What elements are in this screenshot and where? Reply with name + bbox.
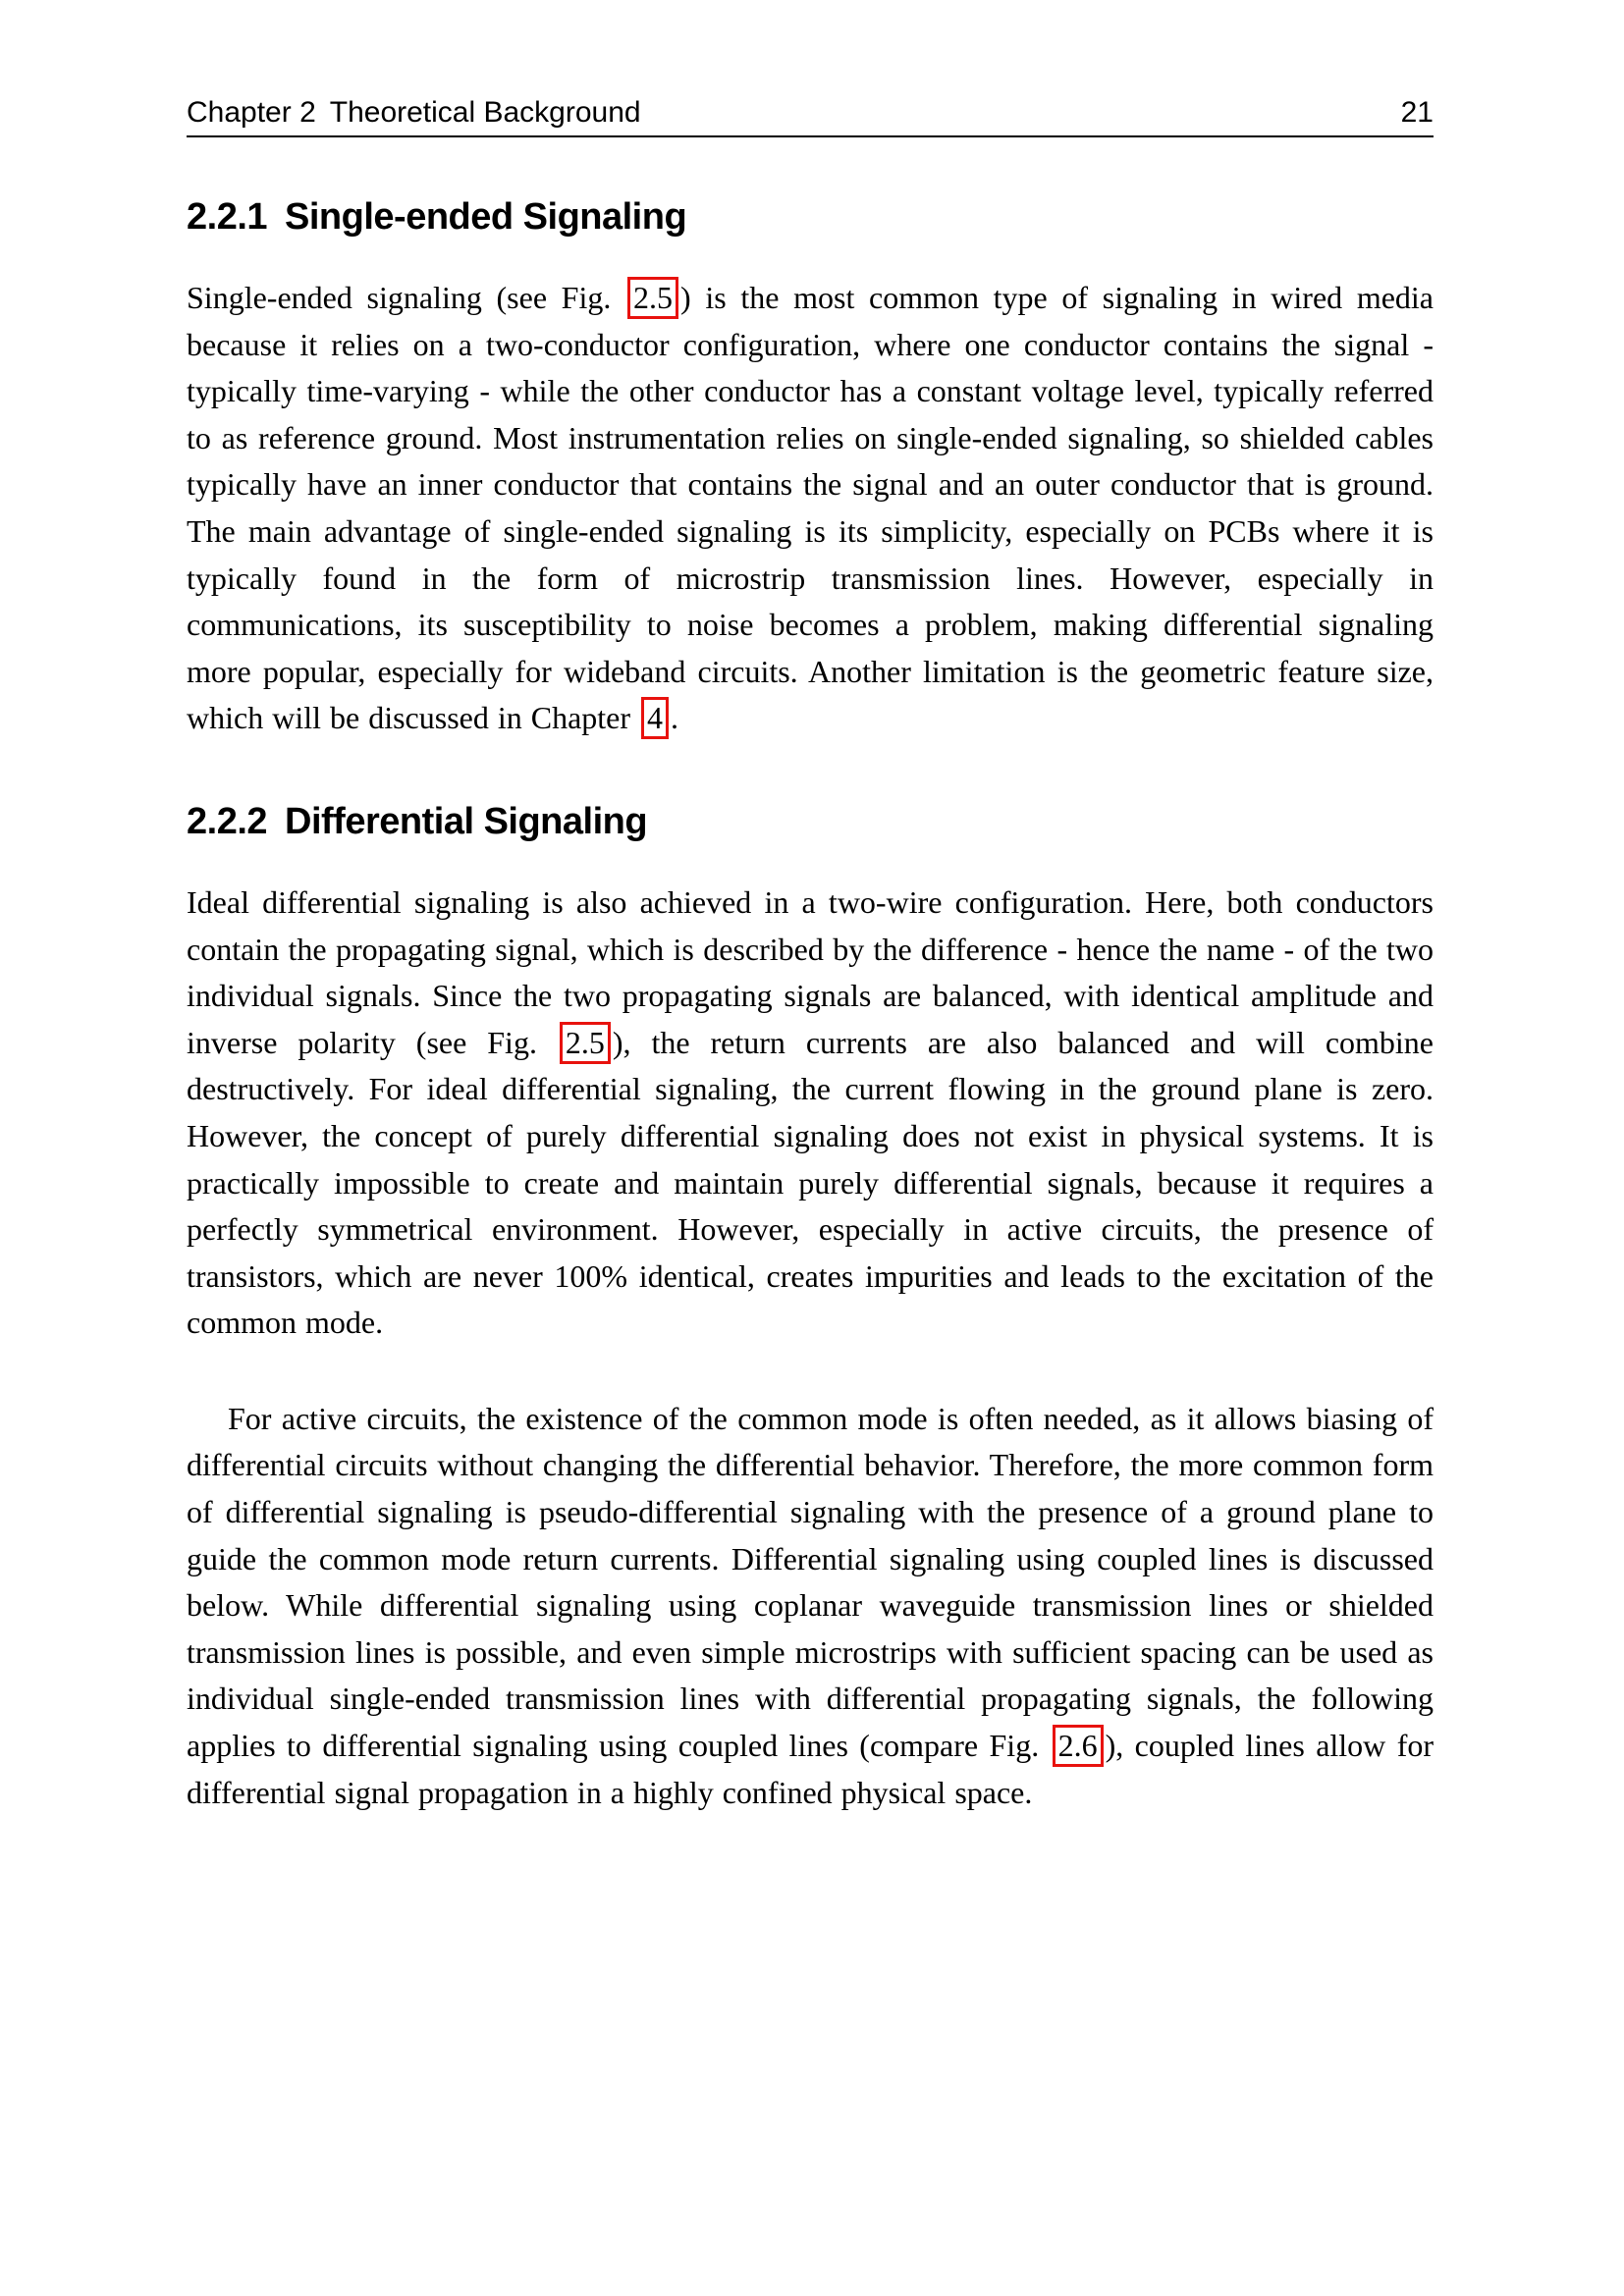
text-segment: . <box>671 700 679 736</box>
paragraph <box>187 275 1434 742</box>
paragraph <box>187 1396 1434 1816</box>
section-title: Differential Signaling <box>285 800 648 842</box>
section-title: Single-ended Signaling <box>285 196 687 238</box>
text-segment: Single-ended signaling (see Fig. <box>187 280 626 315</box>
text-segment: ) is the most common type of signaling in wired media because it relies on a two-conductor configuration, where one conductor contains the signal - typically time-varying - while the other conductor has a constant voltage level, typically referred to as reference ground. Most instrumentation relies on single-ended signaling, so shielded cables typically have an inner conductor that contains the signal and an outer conductor that is ground. The main advantage of single-ended signaling is its simplicity, especially on PCBs where it is typically found in the form of microstrip transmission lines. However, especially in communications, its susceptibility to noise becomes a problem, making differential signaling more popular, especially for wideband circuits. Another limitation is the geometric feature size, which will be discussed in Chapter <box>187 280 1434 736</box>
section-number: 2.2.2 <box>187 800 268 842</box>
ref-link-2-6[interactable]: 2.6 <box>1053 1725 1104 1767</box>
section-2-2-1 <box>187 194 1434 742</box>
ref-link-2-5[interactable]: 2.5 <box>560 1022 611 1064</box>
section-number: 2.2.1 <box>187 196 268 238</box>
page-header <box>187 98 1434 137</box>
text-segment: For active circuits, the existence of the common mode is often needed, as it allows biasing of differential circuits without changing the differential behavior. Therefore, the more common form of differential signaling is pseudo-differential signaling with the presence of a ground plane to guide the common mode return currents. Differential signaling using coupled lines is discussed below. While differential signaling using coplanar waveguide transmission lines or shielded transmission lines is possible, and even simple microstrips with sufficient spacing can be used as individual single-ended transmission lines with differential propagating signals, the following applies to differential signaling using coupled lines (compare Fig. <box>187 1400 1434 1764</box>
text-segment: ), the return currents are also balanced and will combine destructively. For ideal differential signaling, the current flowing in the ground plane is zero. However, the concept of purely differential signaling does not exist in physical systems. It is practically impossible to create and maintain purely differential signals, because it requires a perfectly symmetrical environment. However, especially in active circuits, the presence of transistors, which are never 100% identical, creates impurities and leads to the excitation of the common mode. <box>187 1024 1435 1341</box>
section-2-2-2 <box>187 799 1434 1816</box>
header-chapter-label: Chapter 2 <box>187 96 316 129</box>
page-number: 21 <box>1400 96 1434 129</box>
running-head <box>187 98 641 128</box>
section-heading <box>187 799 1434 844</box>
page-content <box>187 194 1434 1816</box>
ref-link-4[interactable]: 4 <box>641 697 669 739</box>
ref-link-2-5[interactable]: 2.5 <box>627 277 678 319</box>
text-segment: Ideal differential signaling is also achieved in a two-wire configuration. Here, both conductors contain the propagating signal, which is described by the difference - hence the name - of the two individual signals. Since the two propagating signals are balanced, with identical amplitude and inverse polarity (see Fig. <box>187 883 1434 1060</box>
paragraph <box>187 880 1434 1347</box>
header-chapter-title: Theoretical Background <box>329 96 641 129</box>
text-segment: ), coupled lines allow for differential signal propagation in a highly confined physical space. <box>187 1728 1435 1810</box>
section-heading <box>187 194 1434 240</box>
